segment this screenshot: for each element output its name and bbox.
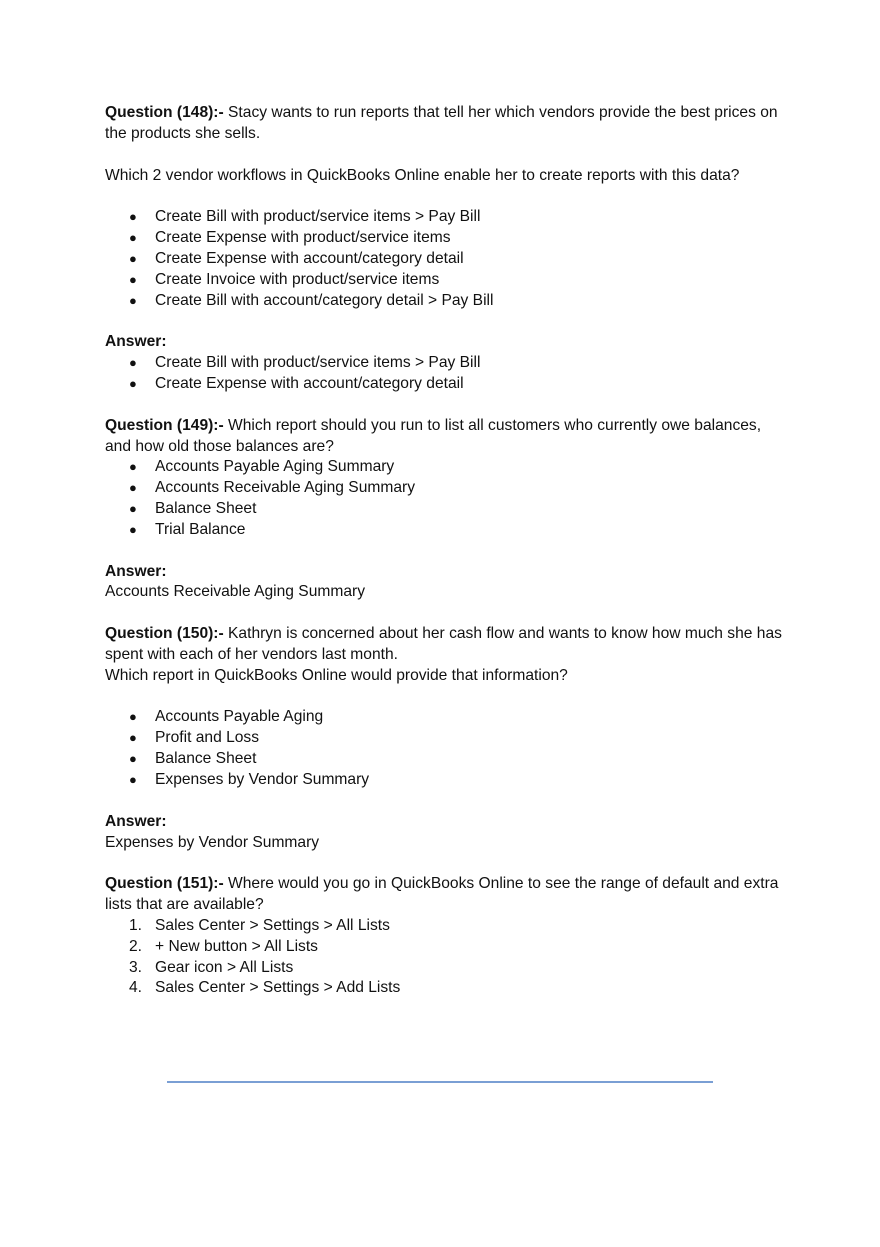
option: ● Trial Balance (105, 520, 785, 541)
question-149 (105, 416, 785, 458)
horizontal-divider (167, 1081, 713, 1083)
question-text: Which report should you run to list all customers who currently owe balances, and how old those balances are? (105, 416, 762, 455)
bullet-icon: ● (129, 772, 137, 787)
bullet-icon: ● (129, 230, 137, 246)
question-148 (105, 103, 785, 145)
bullet-icon: ● (129, 209, 137, 225)
document-page (105, 103, 785, 999)
question-151 (105, 874, 785, 916)
option: 1. Sales Center > Settings > All Lists (129, 916, 390, 934)
question-text: Kathryn is concerned about her cash flow and wants to know how much she has spent with each of her vendors last month. (105, 625, 782, 663)
bullet-icon: ● (129, 292, 137, 308)
answer: Expenses by Vendor Summary (105, 833, 320, 851)
question-150 (105, 624, 785, 666)
option: ● Create Expense with account/category detail (105, 249, 785, 270)
answers-list (105, 353, 785, 395)
answer: Accounts Receivable Aging Summary (105, 583, 366, 601)
bullet-icon: ● (129, 521, 137, 537)
question-text: Stacy wants to run reports that tell her which vendors provide the best prices on the products she sells. (105, 104, 778, 142)
option: 2. + New button > All Lists (129, 937, 318, 955)
options-list (105, 207, 785, 311)
option: ● Create Bill with account/category detail > Pay Bill (105, 291, 785, 312)
option: ● Balance Sheet (105, 499, 785, 520)
option: ● Profit and Loss (105, 728, 785, 749)
options-list (105, 457, 785, 540)
option: ● Create Bill with product/service items > Pay Bill (105, 207, 785, 228)
bullet-icon: ● (129, 751, 137, 767)
option: 3. Gear icon > All Lists (129, 958, 294, 976)
option: ● Accounts Receivable Aging Summary (105, 478, 785, 499)
question-prompt: Which 2 vendor workflows in QuickBooks Online enable her to create reports with this data? (105, 166, 740, 184)
question-text: Where would you go in QuickBooks Online to see the range of default and extra lists that are available? (105, 875, 779, 914)
bullet-icon: ● (129, 709, 137, 725)
option: ● Accounts Payable Aging Summary (105, 457, 785, 478)
options-list (105, 916, 785, 999)
option: 4. Sales Center > Settings > Add Lists (129, 979, 401, 997)
bullet-icon: ● (129, 480, 137, 496)
question-prompt: Which report in QuickBooks Online would provide that information? (105, 666, 568, 684)
answer-label: Answer: (105, 562, 167, 580)
bullet-icon: ● (129, 730, 137, 746)
bullet-icon: ● (129, 375, 137, 391)
bullet-icon: ● (129, 501, 137, 517)
bullet-icon: ● (129, 355, 137, 371)
option: ● Create Expense with product/service items (105, 228, 785, 249)
options-list (105, 707, 785, 790)
option: ● Accounts Payable Aging (105, 707, 785, 728)
question-label: Question (149):- (105, 416, 224, 434)
answer-label: Answer: (105, 812, 167, 830)
answer-label: Answer: (105, 333, 167, 351)
bullet-icon: ● (129, 250, 137, 266)
bullet-icon: ● (129, 459, 137, 475)
option: ● Balance Sheet (105, 749, 785, 770)
question-label: Question (148):- (105, 104, 224, 121)
question-label: Question (151):- (105, 875, 224, 893)
answer: ● Create Bill with product/service items > Pay Bill (105, 353, 785, 374)
option: ● Create Invoice with product/service items (105, 270, 785, 291)
bullet-icon: ● (129, 271, 137, 287)
answer: ● Create Expense with account/category detail (105, 374, 785, 395)
option: ● Expenses by Vendor Summary (105, 770, 785, 791)
question-label: Question (150):- (105, 625, 224, 643)
